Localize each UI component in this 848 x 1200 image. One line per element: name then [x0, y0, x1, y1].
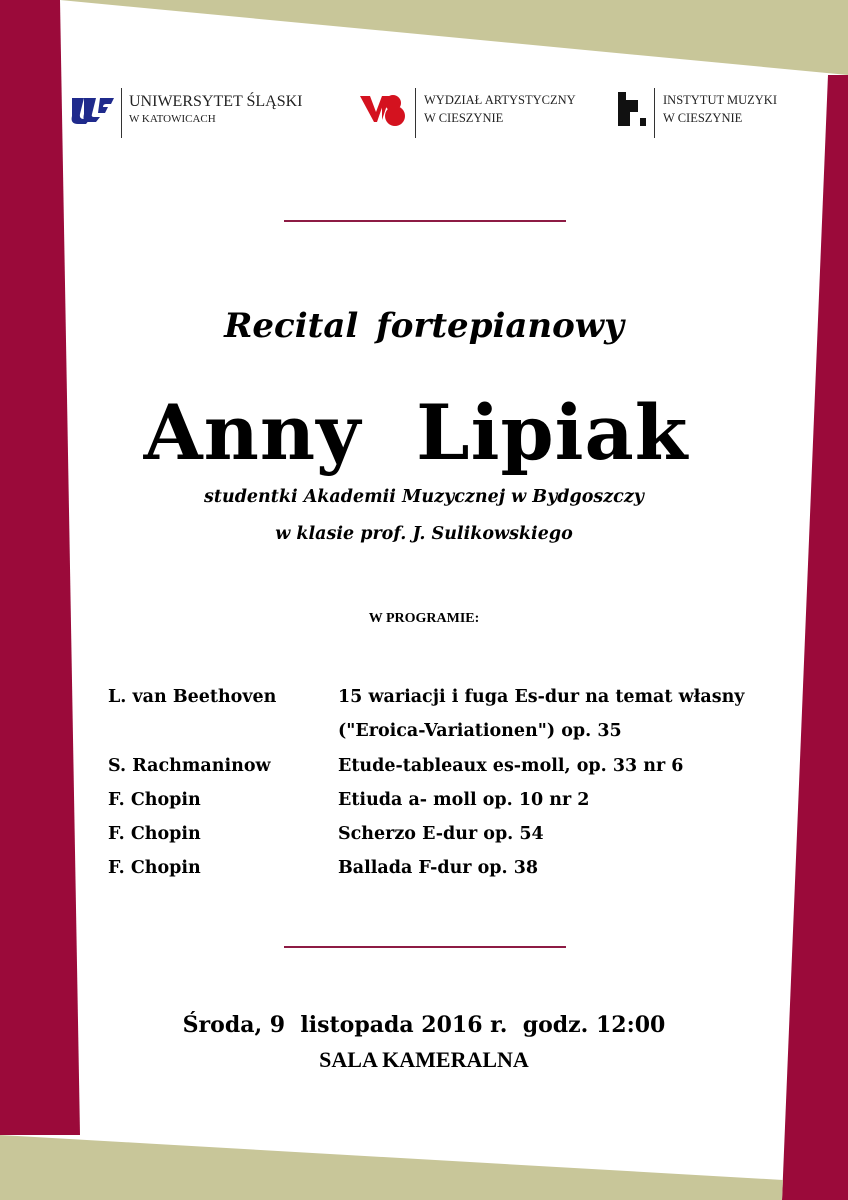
institute-line2: W CIESZYNIE: [663, 111, 743, 125]
logo-divider: [415, 88, 416, 138]
institute-logo-icon: [618, 92, 646, 126]
program-work: Ballada F-dur op. 38: [338, 858, 539, 878]
logo-divider: [654, 88, 655, 138]
program-composer: S. Rachmaninow: [108, 756, 271, 776]
faculty-name: [424, 93, 576, 126]
performer-subtitle-1: studentki Akademii Muzycznej w Bydgoszczy: [204, 487, 644, 507]
university-line1: UNIWERSYTET ŚLĄSKI: [129, 93, 303, 110]
program-composer: F. Chopin: [108, 858, 201, 878]
program-work: Etude-tableaux es-moll, op. 33 nr 6: [338, 756, 684, 776]
event-datetime: Środa, 9 listopada 2016 r. godz. 12:00: [182, 1012, 666, 1038]
logo-divider: [121, 88, 122, 138]
institute-line1: INSTYTUT MUZYKI: [663, 93, 777, 107]
program-composer: F. Chopin: [108, 790, 201, 810]
program-composer: F. Chopin: [108, 824, 201, 844]
faculty-line1: WYDZIAŁ ARTYSTYCZNY: [424, 93, 576, 107]
program-composer: L. van Beethoven: [108, 687, 277, 707]
university-name: [129, 92, 302, 126]
program-heading: W PROGRAMIE:: [368, 611, 480, 626]
performer-subtitle-2: w klasie prof. J. Sulikowskiego: [275, 524, 573, 544]
program-work: Scherzo E-dur op. 54: [338, 824, 544, 844]
university-line2: W KATOWICACH: [129, 113, 216, 126]
program-work: 15 wariacji i fuga Es-dur na temat własny: [338, 687, 745, 707]
event-venue: SALA KAMERALNA: [319, 1047, 529, 1072]
recital-title: Recital fortepianowy: [224, 306, 624, 346]
faculty-line2: W CIESZYNIE: [424, 111, 504, 125]
program-work: Etiuda a- moll op. 10 nr 2: [338, 790, 590, 810]
divider-top: [284, 220, 566, 222]
program-work: ("Eroica-Variationen") op. 35: [338, 721, 622, 741]
divider-bottom: [284, 946, 566, 948]
performer-name: Anny Lipiak: [143, 388, 689, 477]
faculty-logo-icon: [360, 92, 408, 128]
institute-name: [663, 93, 777, 126]
university-logo-icon: [70, 92, 116, 126]
